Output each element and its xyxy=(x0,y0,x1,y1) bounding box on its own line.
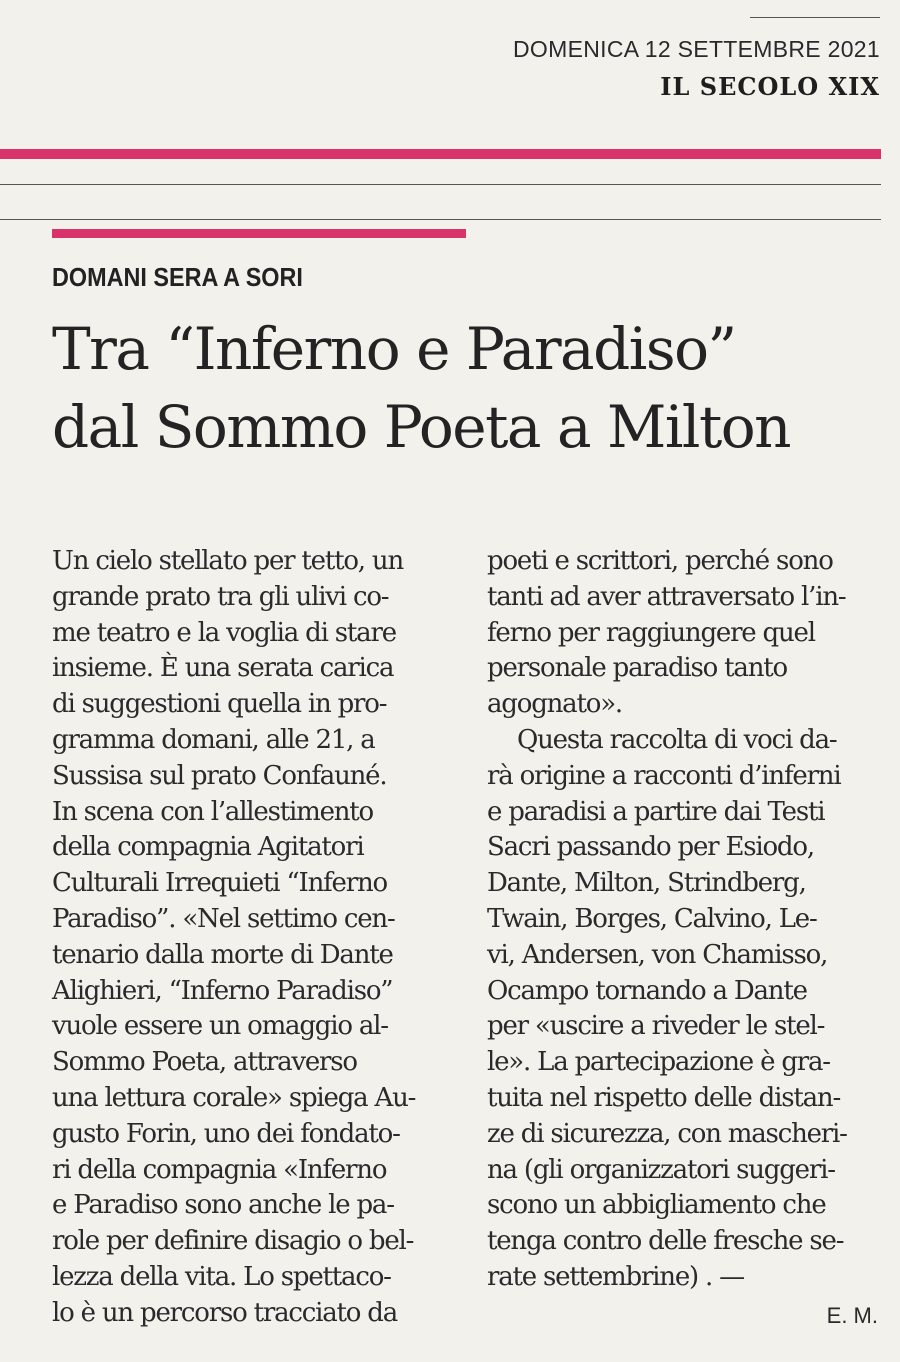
article-text-line: Twain, Borges, Calvino, Le- xyxy=(487,903,817,934)
kicker-accent-bar xyxy=(52,229,466,238)
article-text-line: insieme. È una serata carica xyxy=(52,653,394,684)
article-text-line: rate settembrine) . — xyxy=(487,1261,744,1292)
divider-rule-lower xyxy=(0,219,881,220)
article-column-right xyxy=(487,544,879,1296)
article-text-line: per «uscire a riveder le stel- xyxy=(487,1011,825,1042)
author-signature: E. M. xyxy=(826,1303,878,1328)
article-text-line: grande prato tra gli ulivi co- xyxy=(52,581,389,612)
article-text-line: tenga contro delle fresche se- xyxy=(487,1226,844,1257)
article-text-line: Alighieri, “Inferno Paradiso” xyxy=(52,975,393,1006)
top-rule xyxy=(750,17,880,18)
article-text-line: role per definire disagio o bel- xyxy=(52,1226,414,1257)
article-text-line: Sommo Poeta, attraverso xyxy=(52,1047,357,1078)
article-text-line: ferno per raggiungere quel xyxy=(487,617,815,648)
article-text-line: Culturali Irrequieti “Inferno xyxy=(52,868,387,899)
article-text-line: tuita nel rispetto delle distan- xyxy=(487,1082,841,1113)
article-text-line: Sussisa sul prato Confauné. xyxy=(52,760,387,791)
article-text-line: agognato». xyxy=(487,689,622,720)
pink-divider-band xyxy=(0,149,881,159)
article-text-line: me teatro e la voglia di stare xyxy=(52,617,396,648)
article-text-line: Dante, Milton, Strindberg, xyxy=(487,868,806,899)
article-text-line: Questa raccolta di voci da- xyxy=(517,724,837,755)
article-text-line: vuole essere un omaggio al- xyxy=(52,1011,388,1042)
article-text-line: e paradisi a partire dai Testi xyxy=(487,796,825,827)
article-column-left xyxy=(52,544,444,1332)
article-text-line: rà origine a racconti d’inferni xyxy=(487,760,841,791)
article-text-line: scono un abbigliamento che xyxy=(487,1190,826,1221)
article-text-line: lezza della vita. Lo spettaco- xyxy=(52,1261,391,1292)
article-text-line: In scena con l’allestimento xyxy=(52,796,373,827)
article-text-line: ri della compagnia «Inferno xyxy=(52,1154,387,1185)
article-text-line: Paradiso”. «Nel settimo cen- xyxy=(52,903,395,934)
article-text-line: Sacri passando per Esiodo, xyxy=(487,832,814,863)
article-text-line: tenario dalla morte di Dante xyxy=(52,939,393,970)
article-headline xyxy=(52,310,892,466)
divider-rule-upper xyxy=(0,184,881,185)
issue-date: DOMENICA 12 SETTEMBRE 2021 xyxy=(513,36,880,62)
article-text-line: gusto Forin, uno dei fondato- xyxy=(52,1118,400,1149)
article-text-line: na (gli organizzatori suggeri- xyxy=(487,1154,835,1185)
newspaper-name: IL SECOLO XIX xyxy=(660,72,880,101)
article-text-line: una lettura corale» spiega Au- xyxy=(52,1082,416,1113)
headline-line: Tra “Inferno e Paradiso” xyxy=(52,315,736,383)
article-text-line: poeti e scrittori, perché sono xyxy=(487,546,833,576)
article-text-line: e Paradiso sono anche le pa- xyxy=(52,1190,394,1221)
article-text-line: ze di sicurezza, con mascheri- xyxy=(487,1118,847,1149)
article-kicker: DOMANI SERA A SORI xyxy=(52,262,303,292)
article-text-line: lo è un percorso tracciato da xyxy=(52,1297,398,1328)
article-text-line: vi, Andersen, von Chamisso, xyxy=(487,939,828,970)
article-text-line: tanti ad aver attraversato l’in- xyxy=(487,581,846,612)
article-text-line: di suggestioni quella in pro- xyxy=(52,689,387,720)
article-text-line: gramma domani, alle 21, a xyxy=(52,724,375,755)
article-text-line: Un cielo stellato per tetto, un xyxy=(52,546,404,576)
article-text-line: Ocampo tornando a Dante xyxy=(487,975,807,1006)
article-text-line: personale paradiso tanto xyxy=(487,653,787,684)
headline-line: dal Sommo Poeta a Milton xyxy=(52,393,791,461)
article-text-line: della compagnia Agitatori xyxy=(52,832,364,863)
article-text-line: le». La partecipazione è gra- xyxy=(487,1047,830,1078)
